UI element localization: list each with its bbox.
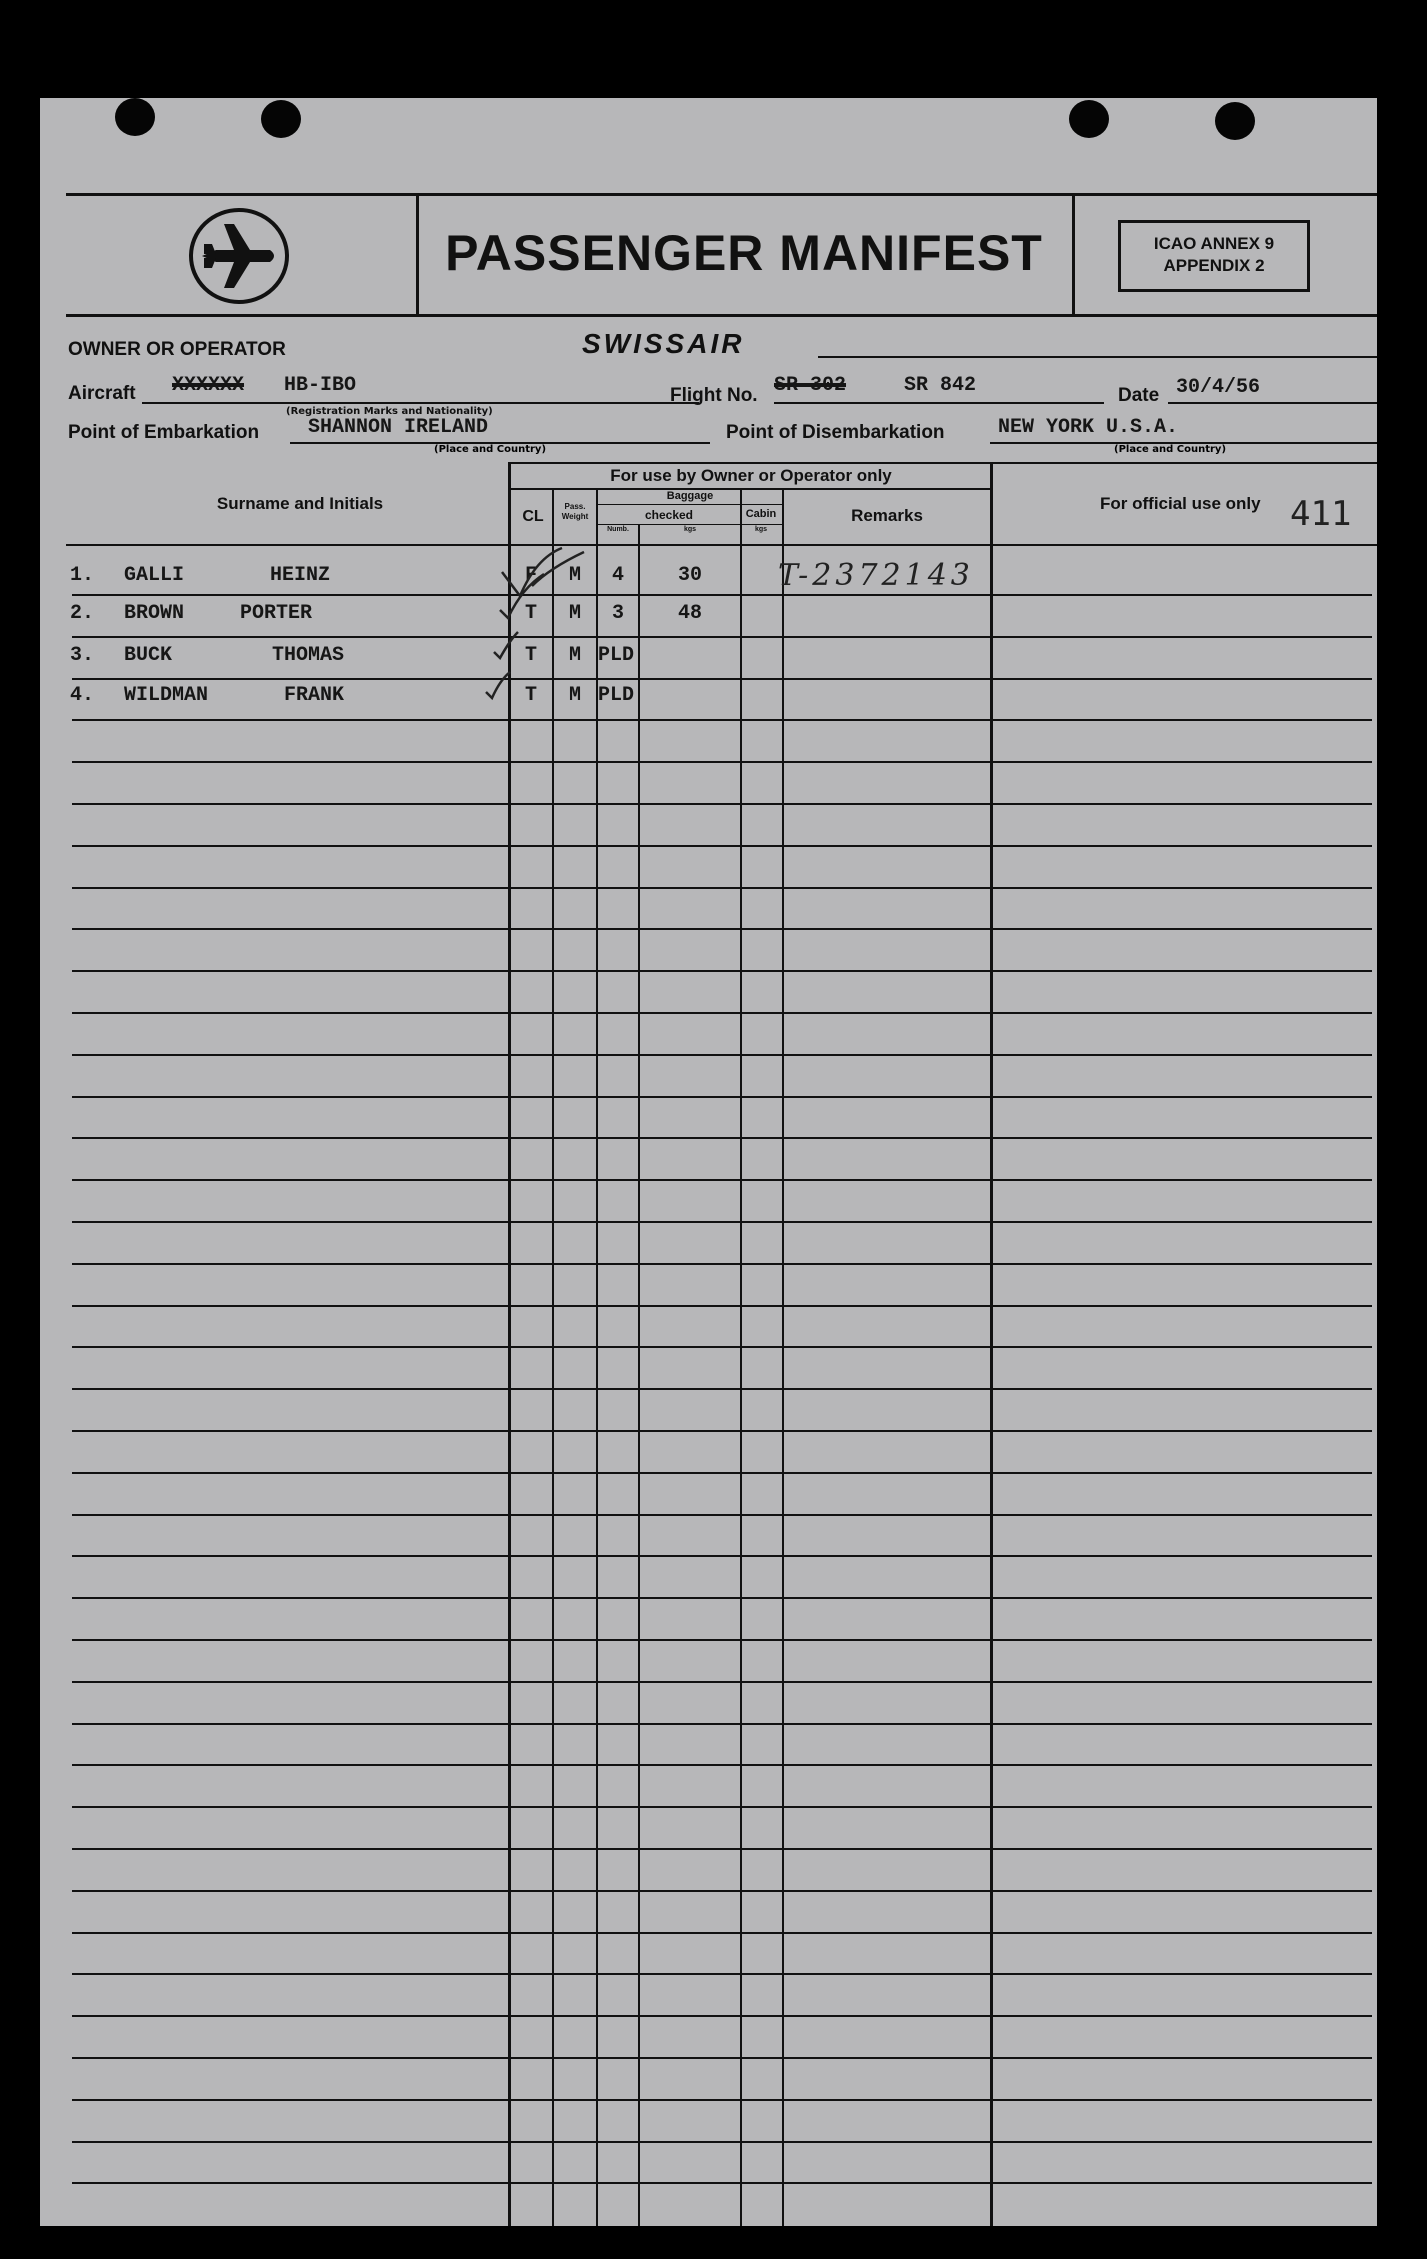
ruled-line bbox=[72, 1179, 1372, 1181]
aircraft-caption: (Registration Marks and Nationality) bbox=[286, 406, 493, 417]
baggage-count: PLD bbox=[598, 644, 635, 667]
passenger-row bbox=[40, 644, 1377, 674]
punch-hole bbox=[115, 98, 155, 136]
page-title: PASSENGER MANIFEST bbox=[445, 225, 1043, 281]
ruled-line bbox=[72, 1054, 1372, 1056]
aircraft-label: Aircraft bbox=[68, 383, 136, 404]
airplane-in-circle-icon bbox=[186, 206, 292, 306]
remarks-header: Remarks bbox=[851, 506, 923, 525]
operator-name: SWISSAIR bbox=[582, 328, 745, 359]
embarkation-label: Point of Embarkation bbox=[68, 422, 260, 443]
flight-label: Flight No. bbox=[670, 385, 758, 406]
ruled-line bbox=[72, 970, 1372, 972]
row-number: 2. bbox=[70, 602, 95, 625]
passenger-given: HEINZ bbox=[270, 564, 331, 587]
punch-hole bbox=[1215, 102, 1255, 140]
punch-hole bbox=[261, 100, 301, 138]
cabin-header: Cabin bbox=[745, 508, 777, 520]
baggage-header: Baggage bbox=[666, 490, 714, 502]
ruled-line bbox=[72, 1012, 1372, 1014]
ruled-line bbox=[72, 719, 1372, 721]
passenger-row bbox=[40, 558, 1377, 594]
header-top-rule bbox=[66, 193, 1377, 196]
ruled-line bbox=[72, 887, 1372, 889]
passenger-weight: M bbox=[568, 564, 581, 587]
baggage-rule bbox=[598, 504, 782, 505]
ruled-line bbox=[72, 1764, 1372, 1766]
header-bottom-rule bbox=[66, 314, 1377, 317]
baggage-kgs: 30 bbox=[677, 564, 702, 587]
ruled-line bbox=[72, 1472, 1372, 1474]
owner-use-header: For use by Owner or Operator only bbox=[610, 466, 892, 485]
baggage-count: PLD bbox=[598, 684, 635, 707]
passenger-surname: GALLI bbox=[124, 564, 185, 587]
ruled-line bbox=[72, 594, 1372, 596]
manifest-sheet bbox=[40, 98, 1377, 2226]
table-top-rule bbox=[510, 462, 1377, 464]
embarkation-caption: (Place and Country) bbox=[434, 444, 547, 455]
operator-label: OWNER OR OPERATOR bbox=[68, 339, 286, 360]
ruled-line bbox=[72, 2141, 1372, 2143]
surname-header: Surname and Initials bbox=[216, 494, 384, 513]
passenger-weight: M bbox=[568, 684, 581, 707]
ruled-line bbox=[72, 1137, 1372, 1139]
baggage-count: 3 bbox=[611, 602, 624, 625]
cabin-kgs-header: kgs bbox=[754, 526, 768, 533]
date-label: Date bbox=[1118, 385, 1160, 406]
ruled-line bbox=[72, 1263, 1372, 1265]
checked-header: checked bbox=[644, 508, 694, 522]
baggage-kgs: 48 bbox=[677, 602, 702, 625]
ruled-line bbox=[72, 1932, 1372, 1934]
baggage-count: 4 bbox=[611, 564, 624, 587]
row-number: 4. bbox=[70, 684, 95, 707]
icao-box bbox=[1118, 220, 1310, 292]
col-rule bbox=[508, 462, 511, 2226]
passenger-surname: BROWN bbox=[124, 602, 185, 625]
disembarkation-caption: (Place and Country) bbox=[1114, 444, 1227, 455]
ruled-line bbox=[72, 678, 1372, 680]
col-rule bbox=[596, 490, 598, 2226]
passenger-weight: M bbox=[568, 644, 581, 667]
passenger-class: T bbox=[524, 684, 537, 707]
ruled-line bbox=[72, 1221, 1372, 1223]
icao-line-1: ICAO ANNEX 9 bbox=[1153, 234, 1275, 253]
ruled-line bbox=[72, 1597, 1372, 1599]
passenger-given: THOMAS bbox=[272, 644, 345, 667]
flight-rule bbox=[774, 402, 1104, 404]
col-rule bbox=[552, 490, 554, 2226]
ruled-line bbox=[72, 1388, 1372, 1390]
flight-number: SR 842 bbox=[904, 374, 977, 397]
row-number: 3. bbox=[70, 644, 95, 667]
passenger-surname: WILDMAN bbox=[124, 684, 209, 707]
punch-hole bbox=[1069, 100, 1109, 138]
passenger-class: T bbox=[524, 602, 537, 625]
ruled-line bbox=[72, 803, 1372, 805]
disembarkation-value: NEW YORK U.S.A. bbox=[998, 416, 1179, 439]
header-divider bbox=[1072, 193, 1075, 317]
numb-header: Numb. bbox=[607, 526, 629, 533]
ruled-line bbox=[72, 1723, 1372, 1725]
row-number: 1. bbox=[70, 564, 95, 587]
passenger-given: PORTER bbox=[240, 602, 313, 625]
checked-rule bbox=[598, 524, 782, 525]
icao-line-2: APPENDIX 2 bbox=[1163, 256, 1265, 275]
ruled-line bbox=[72, 1973, 1372, 1975]
col-rule bbox=[740, 490, 742, 2226]
disembarkation-label: Point of Disembarkation bbox=[726, 422, 945, 443]
table-header-rule bbox=[66, 544, 1377, 546]
ruled-line bbox=[72, 1430, 1372, 1432]
aircraft-struck: XXXXXX bbox=[172, 374, 245, 397]
check-marks bbox=[480, 538, 620, 718]
flight-struck: SR 302 bbox=[774, 374, 847, 397]
ruled-line bbox=[72, 1346, 1372, 1348]
passenger-row bbox=[40, 684, 1377, 714]
ruled-line bbox=[72, 1681, 1372, 1683]
ruled-line bbox=[72, 1555, 1372, 1557]
embarkation-value: SHANNON IRELAND bbox=[308, 416, 489, 439]
ruled-line bbox=[72, 1305, 1372, 1307]
ruled-line bbox=[72, 2015, 1372, 2017]
col-rule bbox=[782, 490, 784, 2226]
passenger-weight: M bbox=[568, 602, 581, 625]
date-value: 30/4/56 bbox=[1176, 376, 1261, 399]
ruled-line bbox=[72, 2182, 1372, 2184]
ruled-line bbox=[72, 1806, 1372, 1808]
pass-weight-header: Pass. Weight bbox=[561, 502, 589, 521]
ruled-line bbox=[72, 1514, 1372, 1516]
official-use-header: For official use only bbox=[1100, 494, 1261, 513]
ruled-line bbox=[72, 2057, 1372, 2059]
passenger-class: F bbox=[524, 564, 537, 587]
ruled-line bbox=[72, 2099, 1372, 2101]
operator-rule bbox=[818, 356, 1377, 358]
passenger-row bbox=[40, 602, 1377, 632]
ruled-line bbox=[72, 845, 1372, 847]
aircraft-rule bbox=[142, 402, 699, 404]
ruled-line bbox=[72, 928, 1372, 930]
passenger-remark: T-2372143 bbox=[778, 558, 974, 593]
passenger-given: FRANK bbox=[284, 684, 345, 707]
col-rule bbox=[990, 462, 993, 2226]
ruled-line bbox=[72, 1096, 1372, 1098]
ruled-line bbox=[72, 1639, 1372, 1641]
aircraft-registration: HB-IBO bbox=[284, 374, 357, 397]
ruled-line bbox=[72, 1890, 1372, 1892]
date-rule bbox=[1168, 402, 1377, 404]
passenger-surname: BUCK bbox=[124, 644, 173, 667]
header-divider bbox=[416, 193, 419, 317]
official-number: 411 bbox=[1290, 494, 1352, 534]
kgs-header: kgs bbox=[683, 526, 697, 533]
col-rule bbox=[638, 524, 640, 2226]
passenger-class: T bbox=[524, 644, 537, 667]
ruled-line bbox=[72, 1848, 1372, 1850]
cl-header: CL bbox=[522, 508, 544, 525]
ruled-line bbox=[72, 636, 1372, 638]
ruled-line bbox=[72, 761, 1372, 763]
